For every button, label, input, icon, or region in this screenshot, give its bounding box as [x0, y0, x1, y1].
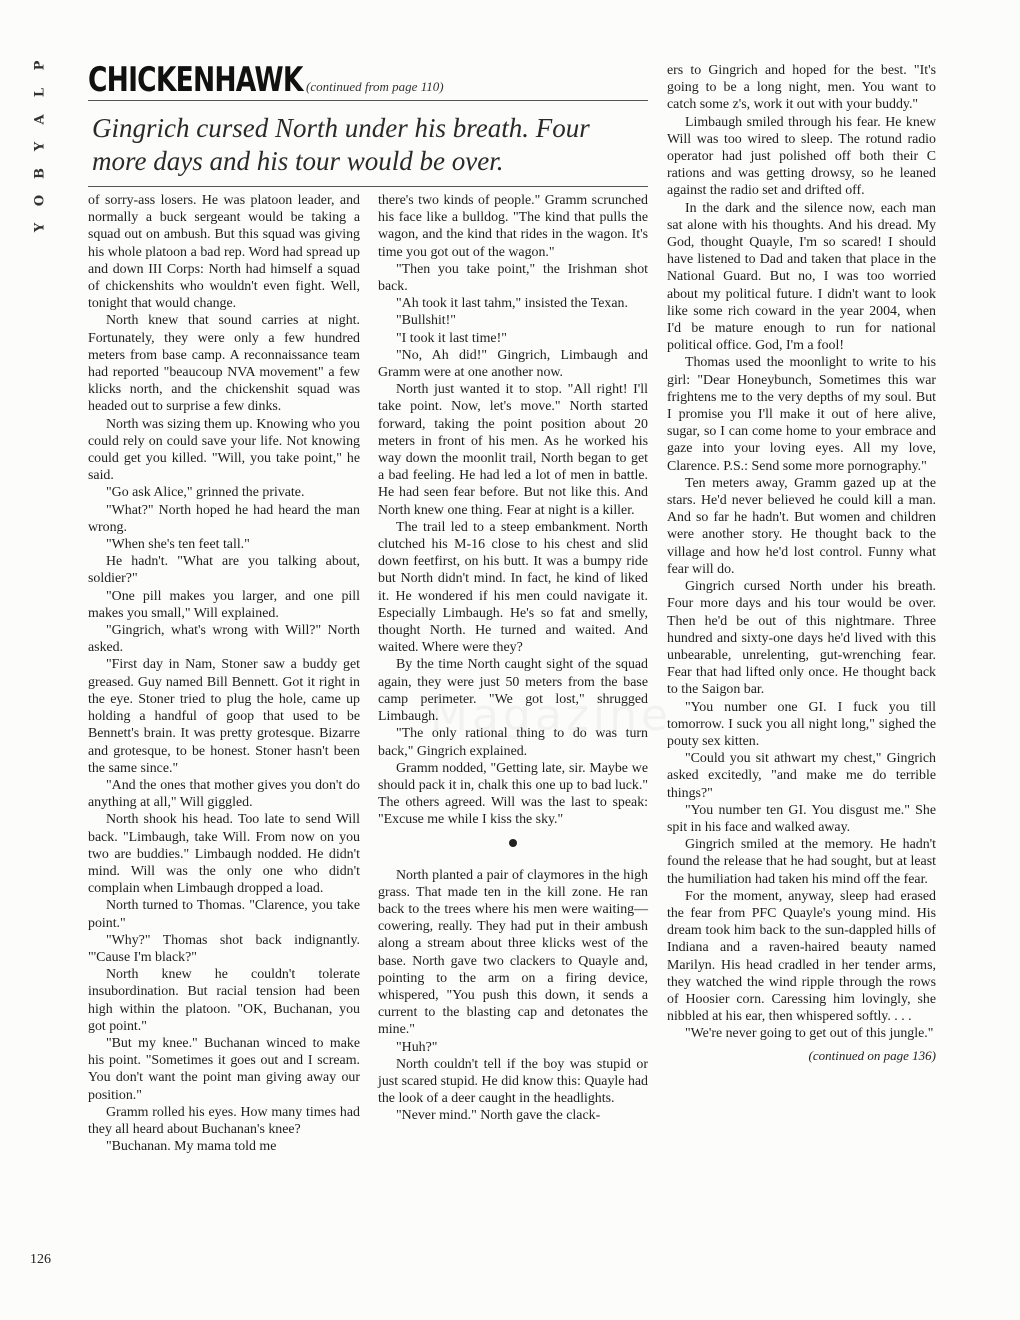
paragraph: "First day in Nam, Stoner saw a buddy get greased. Guy named Bill Bennett. Got it right in the eye. Stoner tried to plug the hole, came up holding a handful of goop that used to be Bennett's brain. It was pretty grotesque. Bizarre and grotesque, to be honest. Stoner hasn't been the same since.": [88, 657, 360, 776]
section-break-bullet: [509, 839, 517, 847]
paragraph: of sorry-ass losers. He was platoon leader, and normally a buck sergeant would be taking a squad out on ambush. But this squad was giving his whole platoon a bad rep. Word had spread up and down III Corps: North had himself a squad of chickenshits who wouldn't even fight. Well, tonight that would change.: [88, 193, 360, 312]
paragraph: "And the ones that mother gives you don't do anything at all," Will giggled.: [88, 777, 360, 811]
paragraph: "When she's ten feet tall.": [106, 537, 250, 553]
running-head-magazine-name: [30, 58, 50, 235]
paragraph: North was sizing them up. Knowing who you could rely on could save your life. Not knowing could get you killed. "Will, you take point," he said.: [88, 416, 360, 484]
text-column-3: [667, 62, 936, 1064]
running-head-letter: O: [32, 194, 48, 207]
paragraph: For the moment, anyway, sleep had erased the fear from PFC Quayle's young mind. His dream took him back to the sun-dappled hills of Indiana and a raven-haired beauty named Marilyn. His head cradled in her tender arms, they watched the wind ripple through the rows of Hoosier corn. Caressing him lovingly, she nibbled at his ear, then whispered softly. . . .: [667, 888, 936, 1025]
paragraph: He hadn't. "What are you talking about, soldier?": [88, 554, 360, 587]
pull-quote: Gingrich cursed North under his breath. Four more days and his tour would be over.: [92, 113, 590, 176]
paragraph: ers to Gingrich and hoped for the best. "It's going to be a long night, men. You want to catch some z's, work it out with your buddy.": [667, 63, 936, 113]
paragraph: "No, Ah did!" Gingrich, Limbaugh and Gramm were at one another now.: [378, 347, 648, 381]
paragraph: North couldn't tell if the boy was stupid or just scared stupid. He did know this: Quayle had the look of a deer caught in the headlights.: [378, 1056, 648, 1107]
paragraph: "I took it last time!": [396, 330, 507, 346]
column-2-section-b: [378, 867, 648, 1125]
pull-quote-rule: [88, 186, 648, 187]
text-column-2: [378, 192, 648, 1125]
paragraph: there's two kinds of people." Gramm scrunched his face like a bulldog. "The kind that pulls the wagon, and the kind that rides in the wagon. It's time you got out of the wagon.": [378, 193, 648, 260]
paragraph: "Buchanan. My mama told me: [106, 1139, 277, 1155]
paragraph: Thomas used the moonlight to write to his girl: "Dear Honeybunch, Sometimes this war frightens me to the very depths of my soul. But I promise you I'll make it out of here alive, sugar, so I can come home to your embrace and gaze into your loving eyes. All my love, Clarence. P.S.: Send some more pornography.": [667, 355, 936, 474]
paragraph: In the dark and the silence now, each man sat alone with his thoughts. And his dread. My God, thought Quayle, I'm so scared! I should have listened to Dad and taken that place in the National Guard. But no, I was too worried about my political future. I didn't want to look like some rich coward in the year 2004, when I'd be mature enough to run for national political office. God, I'm a fool!: [667, 200, 936, 354]
paragraph: North just wanted it to stop. "All right! I'll take point. Now, let's move." North started forward, taking the point position about 20 meters in front of his men. As he worked his way down the moonlit trail, North began to get a bad feeling. He had led a lot of men in battle. He had seen fear before. But not like this. And North knew one thing. Fear at night is a killer.: [378, 382, 648, 518]
paragraph: Gramm rolled his eyes. How many times had they all heard about Buchanan's knee?: [88, 1104, 360, 1137]
article-header: [88, 60, 444, 100]
paragraph: "Gingrich, what's wrong with Will?" North asked.: [88, 623, 360, 656]
paragraph: Gramm nodded, "Getting late, sir. Maybe we should pack it in, chalk this one up to bad luck." The others agreed. Will was the last to speak: "Excuse me while I kiss the sky.": [378, 760, 648, 828]
running-head-letter: Y: [32, 222, 48, 233]
paragraph: "The only rational thing to do was turn back," Gingrich explained.: [378, 726, 648, 759]
paragraph: "Bullshit!": [396, 313, 456, 329]
paragraph: "We're never going to get out of this jungle.": [685, 1026, 934, 1042]
running-head-letter: A: [32, 114, 48, 125]
paragraph: "Go ask Alice," grinned the private.: [106, 485, 305, 501]
column-2-section-a: [378, 192, 648, 829]
paragraph: "Never mind." North gave the clack-: [396, 1108, 601, 1124]
article-title: CHICKENHAWK: [88, 60, 303, 100]
paragraph: "You number ten GI. You disgust me." She spit in his face and walked away.: [667, 802, 936, 835]
continued-from-note: (continued from page 110): [306, 79, 444, 94]
paragraph: "Could you sit athwart my chest," Gingrich asked excitedly, "and make me do terrible things?": [667, 751, 936, 801]
paragraph: North knew he couldn't tolerate insubordination. But racial tension had been high within the platoon. "OK, Buchanan, you got point.": [88, 967, 360, 1034]
paragraph: "Ah took it last tahm," insisted the Texan.: [396, 296, 628, 312]
running-head-letter: L: [32, 87, 48, 98]
paragraph: North turned to Thomas. "Clarence, you take point.": [88, 898, 360, 931]
continued-on-note: (continued on page 136): [808, 1047, 936, 1063]
running-head-letter: P: [32, 60, 48, 71]
paragraph: North knew that sound carries at night. Fortunately, they were only a few hundred meters from base camp. A reconnaissance team had reported "beaucoup NVA movement" a few klicks north, and the chickenshit squad was headed out to surprise a few dinks.: [88, 313, 360, 415]
running-head-letter: B: [32, 168, 48, 179]
paragraph: By the time North caught sight of the squad again, they were just 50 meters from the base camp perimeter. "We got lost," shrugged Limbaugh.: [378, 657, 648, 725]
paragraph: "But my knee." Buchanan winced to make his point. "Sometimes it goes out and I scream. You don't want the point man giving away our position.": [88, 1035, 360, 1103]
paragraph: Limbaugh smiled through his fear. He knew Will was too wired to sleep. The rotund radio operator had just polished off both their C rations and was getting drowsy, so he leaned against the radio set and drifted off.: [667, 114, 936, 199]
paragraph: "Then you take point," the Irishman shot back.: [378, 261, 648, 295]
paragraph: "What?" North hoped he had heard the man wrong.: [88, 502, 360, 535]
paragraph: "You number one GI. I fuck you till tomorrow. I suck you all night long," sighed the pouty sex kitten.: [667, 699, 936, 749]
paragraph: "Why?" Thomas shot back indignantly. "'Cause I'm black?": [88, 932, 360, 965]
paragraph: North shook his head. Too late to send Will back. "Limbaugh, take Will. From now on you two are buddies." Limbaugh nodded. He didn't mind. Will was the only one who didn't complain when Limbaugh dropped a load.: [88, 812, 360, 897]
text-column-1: [88, 192, 360, 1155]
paragraph: North planted a pair of claymores in the high grass. That made ten in the kill zone. He ran back to the trees where his men were waiting—cowering, really. They had put in their ambush along a stream about three klicks west of the base. North gave two clackers to Quayle and, pointing to the arm on a firing device, whispered, "You push this down, it sends a current to the blasting cap and detonates the mine.": [378, 867, 648, 1038]
paragraph: The trail led to a steep embankment. North clutched his M-16 close to his chest and slid down feetfirst, on his butt. It was a bumpy ride but North didn't mind. In fact, he kind of liked it. He wondered if his men could navigate it. Especially Limbaugh. He's so fat and smelly, thought North. He turned and waited. And waited. Where were they?: [378, 519, 648, 656]
paragraph: "One pill makes you larger, and one pill makes you small," Will explained.: [88, 588, 360, 621]
page-number: 126: [30, 1252, 51, 1267]
paragraph: Gingrich cursed North under his breath. Four more days and his tour would be over. Then he'd be out of this nightmare. Three hundred and sixty-one days he'd lived with this unbearable, unrelenting, gut-wrenching fear. Fear that had lifted only once. He thought back to the Saigon bar.: [667, 579, 936, 698]
header-rule: [88, 100, 648, 101]
running-head-letter: Y: [32, 141, 48, 152]
paragraph: "Huh?": [396, 1039, 438, 1055]
paragraph: Gingrich smiled at the memory. He hadn't found the release that he had sought, but at least the humiliation had taken his mind off the fear.: [667, 837, 936, 887]
column-3-text: [667, 62, 936, 1043]
paragraph: Ten meters away, Gramm gazed up at the stars. He'd never believed he could kill a man. And so far he hadn't. But women and children were another story. He thought back to the village and how he'd lost control. Funny what fear will do.: [667, 475, 936, 577]
